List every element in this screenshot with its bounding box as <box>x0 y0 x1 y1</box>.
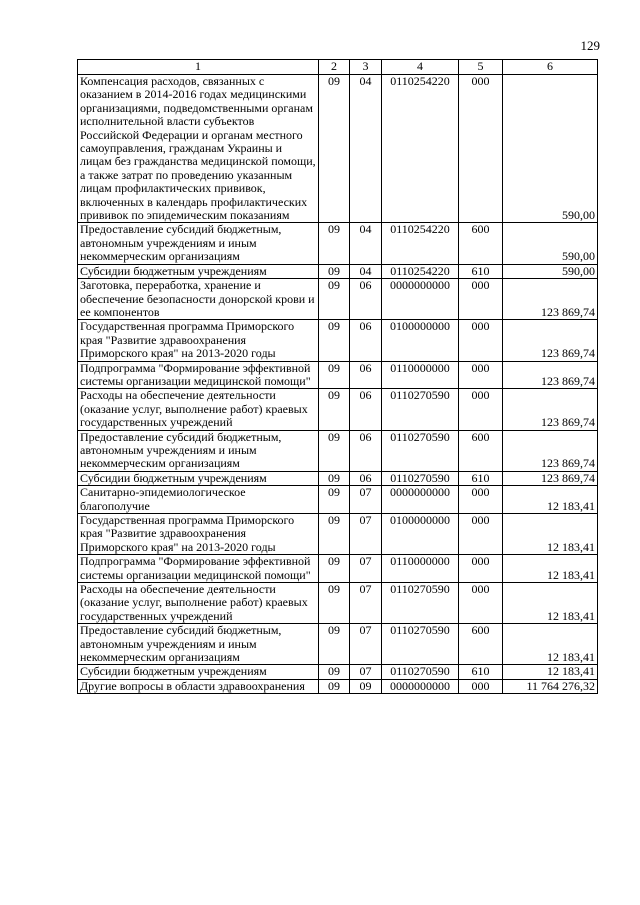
row-target: 0000000000 <box>382 279 459 320</box>
row-expense-type: 000 <box>459 514 503 555</box>
row-subsection: 07 <box>350 486 382 514</box>
row-subsection: 07 <box>350 555 382 583</box>
row-subsection: 06 <box>350 320 382 361</box>
row-section: 09 <box>319 223 350 264</box>
row-subsection: 06 <box>350 361 382 389</box>
row-expense-type: 000 <box>459 279 503 320</box>
row-target: 0100000000 <box>382 514 459 555</box>
row-target: 0110254220 <box>382 75 459 223</box>
row-amount: 123 869,74 <box>503 361 598 389</box>
row-expense-type: 000 <box>459 389 503 430</box>
row-subsection: 07 <box>350 514 382 555</box>
row-section: 09 <box>319 264 350 278</box>
row-target: 0110270590 <box>382 583 459 624</box>
row-section: 09 <box>319 555 350 583</box>
table-row <box>78 471 598 485</box>
row-subsection: 04 <box>350 223 382 264</box>
budget-table <box>77 59 598 694</box>
row-section: 09 <box>319 486 350 514</box>
header-cell: 3 <box>350 60 382 75</box>
row-expense-type: 000 <box>459 486 503 514</box>
row-target: 0000000000 <box>382 486 459 514</box>
row-name: Предоставление субсидий бюджетным, автономным учреждениям и иным некоммерческим организациям <box>78 430 319 471</box>
row-target: 0110254220 <box>382 264 459 278</box>
row-expense-type: 000 <box>459 75 503 223</box>
row-name: Предоставление субсидий бюджетным, автономным учреждениям и иным некоммерческим организациям <box>78 223 319 264</box>
row-target: 0000000000 <box>382 679 459 693</box>
row-name: Субсидии бюджетным учреждениям <box>78 665 319 679</box>
row-expense-type: 000 <box>459 555 503 583</box>
table-header-row <box>78 60 598 75</box>
header-cell: 5 <box>459 60 503 75</box>
row-subsection: 07 <box>350 583 382 624</box>
table-row <box>78 665 598 679</box>
row-amount: 12 183,41 <box>503 583 598 624</box>
table-row <box>78 679 598 693</box>
row-subsection: 09 <box>350 679 382 693</box>
row-target: 0110270590 <box>382 389 459 430</box>
table-row <box>78 555 598 583</box>
row-expense-type: 600 <box>459 624 503 665</box>
row-subsection: 07 <box>350 665 382 679</box>
table-row <box>78 279 598 320</box>
row-expense-type: 610 <box>459 264 503 278</box>
row-name: Расходы на обеспечение деятельности (оказание услуг, выполнение работ) краевых государственных учреждений <box>78 583 319 624</box>
row-expense-type: 000 <box>459 583 503 624</box>
table-row <box>78 624 598 665</box>
row-section: 09 <box>319 471 350 485</box>
row-amount: 123 869,74 <box>503 430 598 471</box>
header-cell: 6 <box>503 60 598 75</box>
row-name: Государственная программа Приморского края "Развитие здравоохранения Приморского края" на 2013-2020 годы <box>78 514 319 555</box>
row-section: 09 <box>319 361 350 389</box>
row-name: Санитарно-эпидемиологическое благополучие <box>78 486 319 514</box>
row-subsection: 07 <box>350 624 382 665</box>
row-section: 09 <box>319 389 350 430</box>
row-amount: 12 183,41 <box>503 665 598 679</box>
row-subsection: 06 <box>350 430 382 471</box>
header-cell: 4 <box>382 60 459 75</box>
row-target: 0110270590 <box>382 624 459 665</box>
row-name: Подпрограмма "Формирование эффективной системы организации медицинской помощи" <box>78 555 319 583</box>
row-target: 0110270590 <box>382 665 459 679</box>
table-row <box>78 75 598 223</box>
header-cell: 1 <box>78 60 319 75</box>
row-name: Компенсация расходов, связанных с оказанием в 2014-2016 годах медицинскими организациями, подведомственными органам исполнительной власти субъектов Российской Федерации и органам местного самоуправления, гражданам Украины и лицам без гражданства медицинской помощи, а также затрат по проведению указанным лицам профилактических прививок, включенных в календарь профилактических прививок по эпидемическим показаниям <box>78 75 319 223</box>
row-subsection: 06 <box>350 389 382 430</box>
row-target: 0100000000 <box>382 320 459 361</box>
row-section: 09 <box>319 514 350 555</box>
row-section: 09 <box>319 320 350 361</box>
row-amount: 12 183,41 <box>503 486 598 514</box>
row-section: 09 <box>319 583 350 624</box>
table-row <box>78 430 598 471</box>
table-row <box>78 583 598 624</box>
table-row <box>78 389 598 430</box>
row-amount: 123 869,74 <box>503 389 598 430</box>
row-expense-type: 600 <box>459 430 503 471</box>
row-name: Другие вопросы в области здравоохранения <box>78 679 319 693</box>
row-section: 09 <box>319 279 350 320</box>
table-row <box>78 514 598 555</box>
row-section: 09 <box>319 665 350 679</box>
table-row <box>78 320 598 361</box>
row-expense-type: 000 <box>459 679 503 693</box>
row-target: 0110270590 <box>382 471 459 485</box>
row-name: Подпрограмма "Формирование эффективной системы организации медицинской помощи" <box>78 361 319 389</box>
row-subsection: 06 <box>350 279 382 320</box>
row-section: 09 <box>319 75 350 223</box>
table-row <box>78 486 598 514</box>
row-amount: 12 183,41 <box>503 555 598 583</box>
row-expense-type: 000 <box>459 361 503 389</box>
table-row <box>78 361 598 389</box>
table-row <box>78 223 598 264</box>
row-expense-type: 600 <box>459 223 503 264</box>
row-name: Государственная программа Приморского края "Развитие здравоохранения Приморского края" на 2013-2020 годы <box>78 320 319 361</box>
row-name: Предоставление субсидий бюджетным, автономным учреждениям и иным некоммерческим организациям <box>78 624 319 665</box>
row-target: 0110270590 <box>382 430 459 471</box>
row-name: Субсидии бюджетным учреждениям <box>78 471 319 485</box>
table-row <box>78 264 598 278</box>
row-name: Субсидии бюджетным учреждениям <box>78 264 319 278</box>
row-section: 09 <box>319 624 350 665</box>
row-expense-type: 610 <box>459 471 503 485</box>
row-amount: 12 183,41 <box>503 514 598 555</box>
row-target: 0110254220 <box>382 223 459 264</box>
row-amount: 123 869,74 <box>503 279 598 320</box>
row-section: 09 <box>319 430 350 471</box>
row-subsection: 04 <box>350 264 382 278</box>
row-amount: 123 869,74 <box>503 320 598 361</box>
row-target: 0110000000 <box>382 555 459 583</box>
header-cell: 2 <box>319 60 350 75</box>
row-subsection: 04 <box>350 75 382 223</box>
row-expense-type: 000 <box>459 320 503 361</box>
row-amount: 123 869,74 <box>503 471 598 485</box>
row-amount: 12 183,41 <box>503 624 598 665</box>
row-target: 0110000000 <box>382 361 459 389</box>
row-amount: 11 764 276,32 <box>503 679 598 693</box>
row-section: 09 <box>319 679 350 693</box>
row-expense-type: 610 <box>459 665 503 679</box>
row-subsection: 06 <box>350 471 382 485</box>
row-amount: 590,00 <box>503 223 598 264</box>
row-name: Заготовка, переработка, хранение и обеспечение безопасности донорской крови и ее компонентов <box>78 279 319 320</box>
row-name: Расходы на обеспечение деятельности (оказание услуг, выполнение работ) краевых государственных учреждений <box>78 389 319 430</box>
page-number: 129 <box>580 38 600 53</box>
row-amount: 590,00 <box>503 264 598 278</box>
row-amount: 590,00 <box>503 75 598 223</box>
